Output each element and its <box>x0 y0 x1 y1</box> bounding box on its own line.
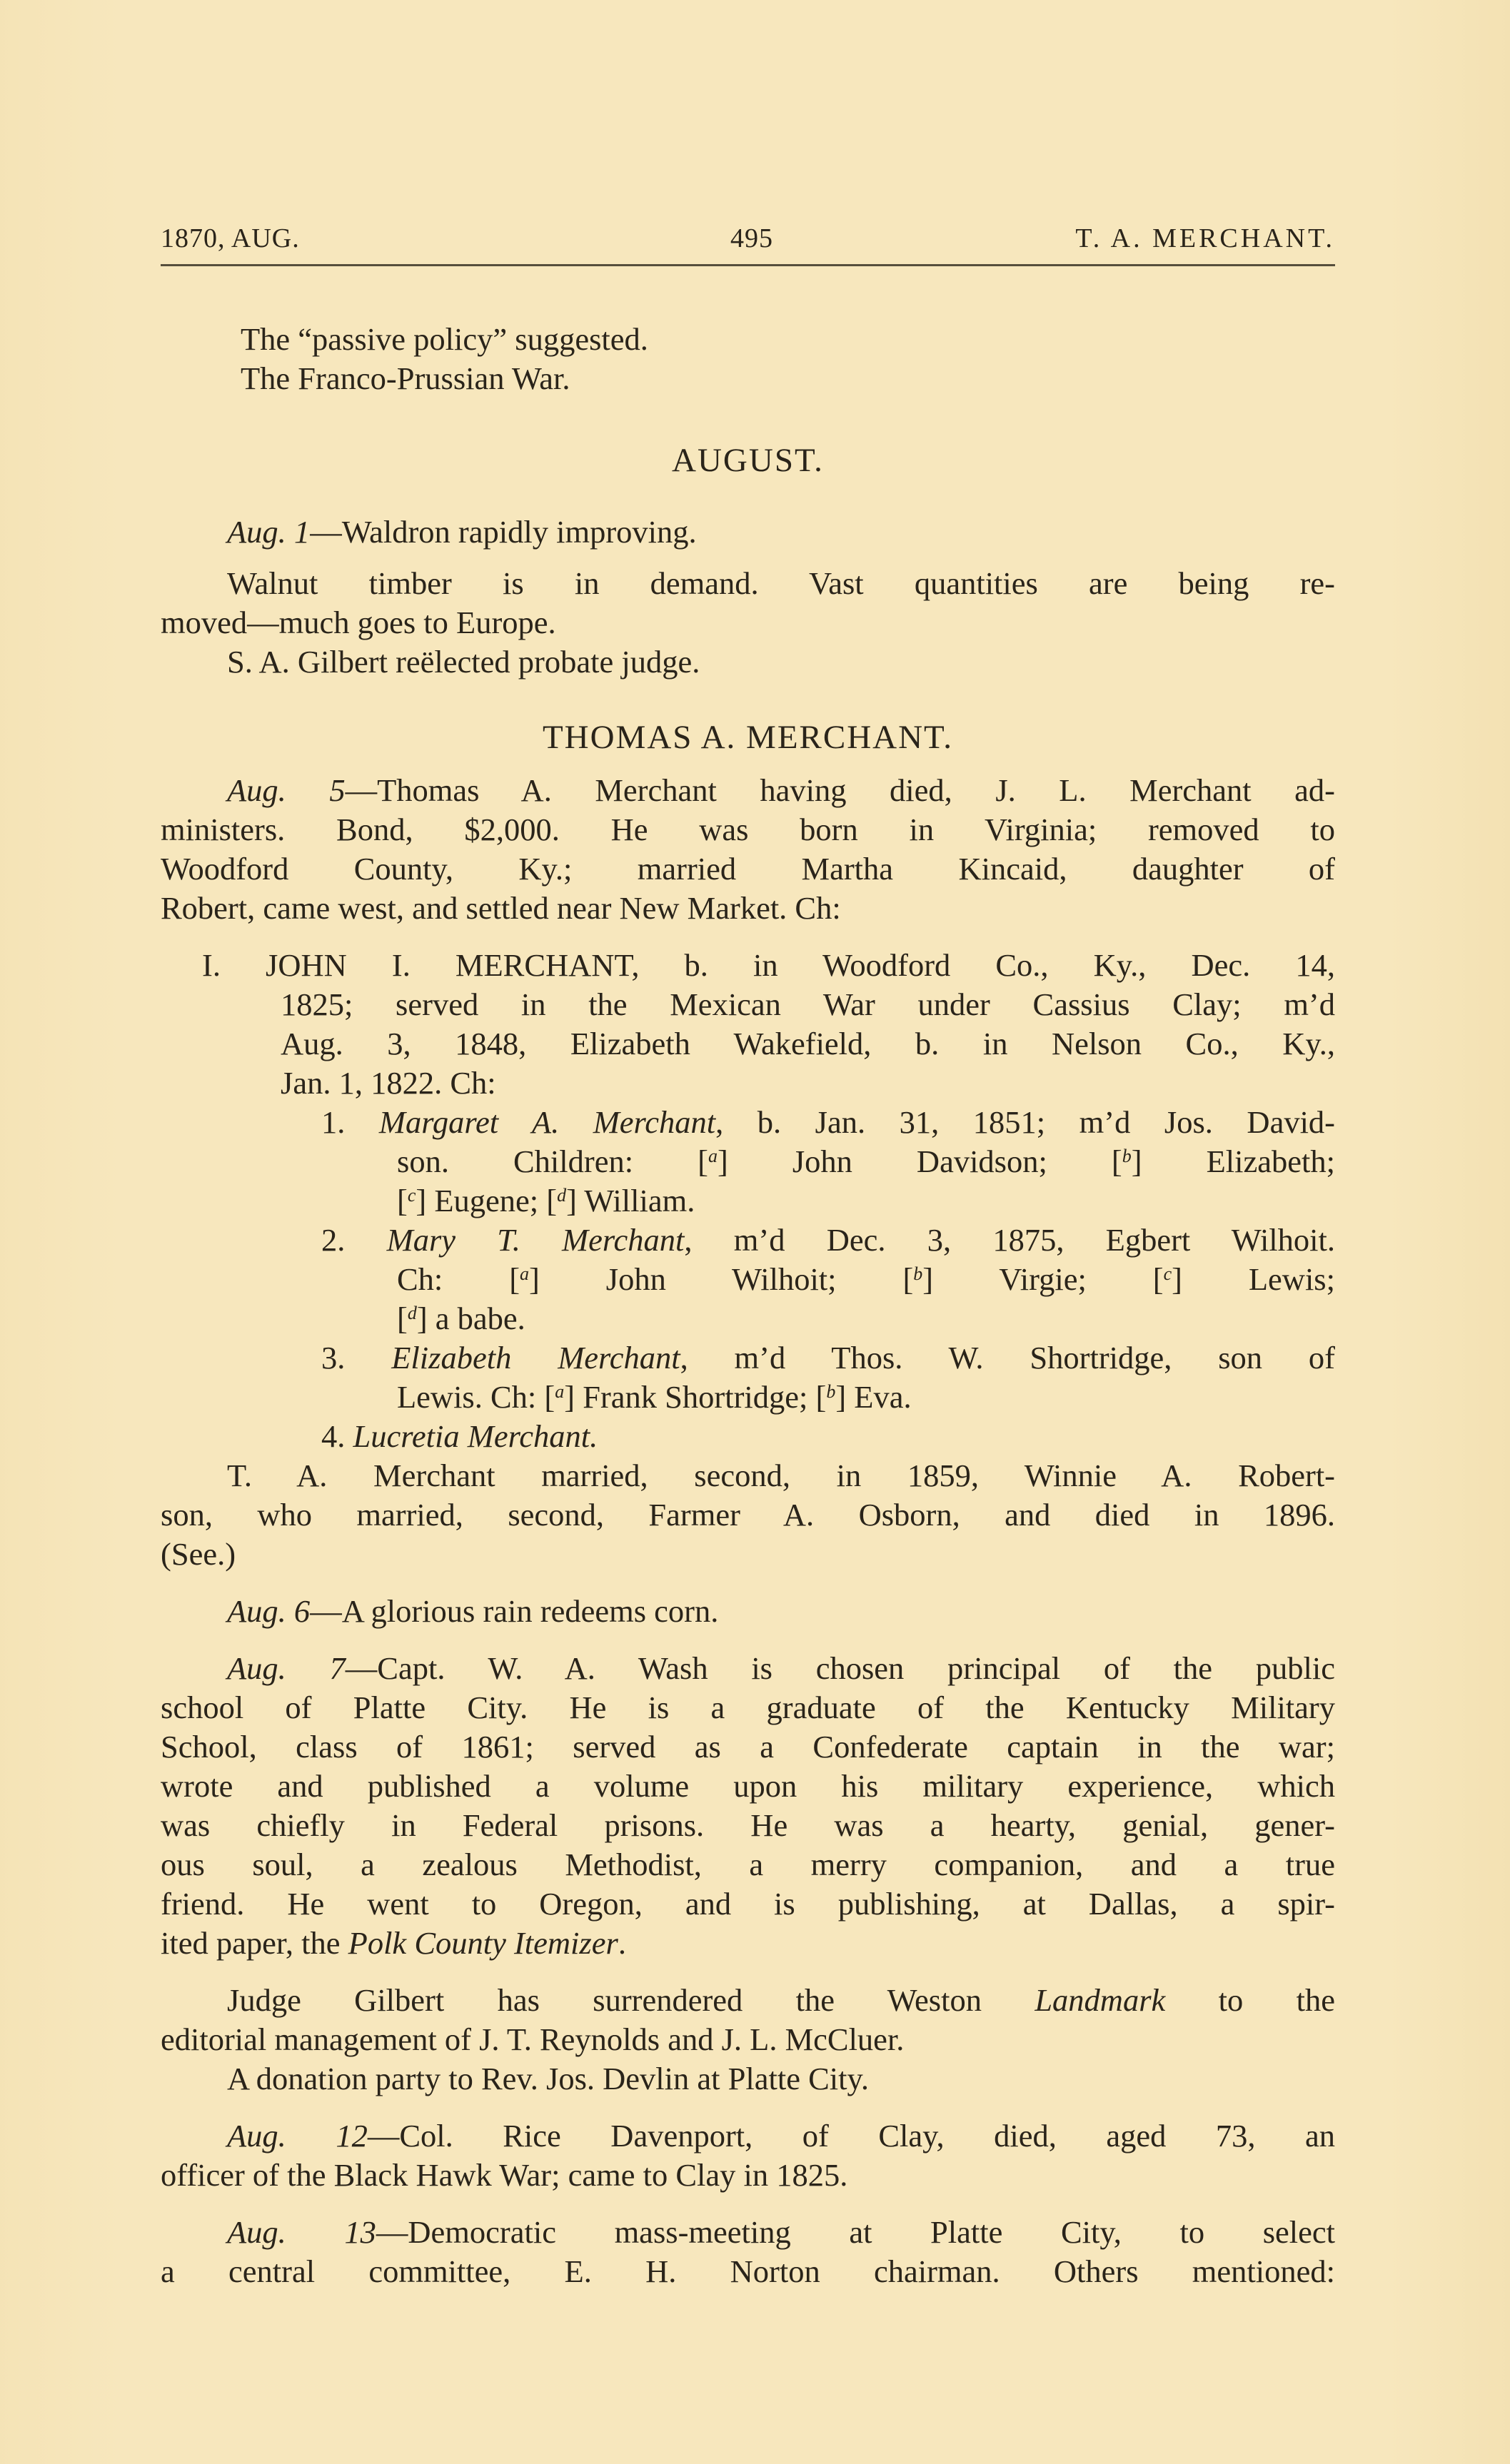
text-line: Judge Gilbert has surrendered the Weston Landmark to the <box>227 1982 1335 2018</box>
text-line: school of Platte City. He is a graduate of the Kentucky Military <box>161 1690 1335 1725</box>
entry-text: —Waldron rapidly improving. <box>310 514 697 550</box>
page-number: 495 <box>730 223 773 253</box>
text-line: ministers. Bond, $2,000. He was born in Virginia; removed to <box>161 812 1335 847</box>
text-line: Robert, came west, and settled near New Market. Ch: <box>161 890 841 926</box>
header-rule <box>161 264 1335 266</box>
text-line: (See.) <box>161 1536 236 1572</box>
running-head-date: 1870, AUG. <box>161 223 300 253</box>
child-name: Lucretia Merchant. <box>353 1418 598 1454</box>
entry-text: —A glorious rain redeems corn. <box>310 1593 719 1629</box>
entry-aug-6 <box>227 1592 718 1631</box>
running-head-subject: T. A. MERCHANT. <box>1075 223 1335 253</box>
text-line: ous soul, a zealous Methodist, a merry companion, and a true <box>161 1847 1335 1882</box>
entry-text: —Capt. W. A. Wash is chosen principal of the public <box>345 1650 1335 1686</box>
entry-date: Aug. 1 <box>227 514 311 550</box>
entry-aug-12 <box>227 2116 1335 2156</box>
text-line: son. Children: [$^a$] John Davidson; [$^b$] Elizabeth; <box>397 1143 1335 1179</box>
section-heading-august: AUGUST. <box>672 442 824 479</box>
text-line: The Franco-Prussian War. <box>241 360 570 396</box>
entry-text: —Thomas A. Merchant having died, J. L. Merchant ad- <box>345 772 1336 808</box>
text-line: T. A. Merchant married, second, in 1859, Winnie A. Robert- <box>227 1458 1335 1493</box>
entry-date: Aug. 6 <box>227 1593 311 1629</box>
text-line: S. A. Gilbert reëlected probate judge. <box>227 644 700 680</box>
text-line: moved—much goes to Europe. <box>161 605 556 640</box>
newspaper-title: Landmark <box>1035 1982 1166 2018</box>
entry-aug-1 <box>227 513 697 552</box>
child-1: 1. Margaret A. Merchant, b. Jan. 31, 1851; m’d Jos. David- <box>321 1104 1335 1140</box>
text-line: son, who married, second, Farmer A. Osborn, and died in 1896. <box>161 1497 1335 1533</box>
entry-aug-5 <box>227 771 1335 810</box>
text-line: Aug. 3, 1848, Elizabeth Wakefield, b. in Nelson Co., Ky., <box>281 1026 1335 1061</box>
genealogy-entry-I: I. JOHN I. MERCHANT, b. in Woodford Co., Ky., Dec. 14, <box>202 947 1335 983</box>
text-line: The “passive policy” suggested. <box>241 321 648 357</box>
child-name: Mary T. Merchant <box>386 1222 685 1258</box>
child-3: 3. Elizabeth Merchant, m’d Thos. W. Shortridge, son of <box>321 1340 1335 1375</box>
text-line: A donation party to Rev. Jos. Devlin at Platte City. <box>227 2061 869 2096</box>
entry-aug-13 <box>227 2213 1335 2252</box>
text-line: School, class of 1861; served as a Confederate captain in the war; <box>161 1729 1335 1764</box>
text-line: Ch: [$^a$] John Wilhoit; [$^b$] Virgie; [$^c$] Lewis; <box>397 1261 1335 1297</box>
text-line: officer of the Black Hawk War; came to Clay in 1825. <box>161 2157 848 2193</box>
newspaper-title: Polk County Itemizer <box>348 1925 618 1961</box>
child-name: Margaret A. Merchant <box>378 1104 716 1140</box>
running-head <box>161 223 1335 258</box>
child-name: Elizabeth Merchant <box>391 1340 680 1375</box>
text-line: a central committee, E. H. Norton chairman. Others mentioned: <box>161 2253 1335 2289</box>
text-line: friend. He went to Oregon, and is publishing, at Dallas, a spir- <box>161 1886 1335 1922</box>
entry-date: Aug. 7 <box>227 1650 346 1686</box>
text-line: Lewis. Ch: [$^a$] Frank Shortridge; [$^b$] Eva. <box>397 1379 912 1415</box>
child-4: 4. Lucretia Merchant. <box>321 1418 598 1454</box>
entry-text: —Democratic mass-meeting at Platte City, to select <box>376 2214 1335 2250</box>
text-line: Walnut timber is in demand. Vast quantities are being re- <box>227 565 1335 601</box>
text-line: Jan. 1, 1822. Ch: <box>281 1065 496 1101</box>
entry-date: Aug. 13 <box>227 2214 376 2250</box>
entry-aug-7 <box>227 1649 1335 1688</box>
text-line: wrote and published a volume upon his military experience, which <box>161 1768 1335 1804</box>
entry-date: Aug. 5 <box>227 772 346 808</box>
text-line: Woodford County, Ky.; married Martha Kincaid, daughter of <box>161 851 1335 887</box>
text-line: was chiefly in Federal prisons. He was a hearty, genial, gener- <box>161 1807 1335 1843</box>
entry-date: Aug. 12 <box>227 2118 368 2154</box>
text-line: [$^c$] Eugene; [$^d$] William. <box>397 1183 695 1218</box>
child-2: 2. Mary T. Merchant, m’d Dec. 3, 1875, Egbert Wilhoit. <box>321 1222 1336 1258</box>
entry-text: —Col. Rice Davenport, of Clay, died, aged 73, an <box>367 2118 1336 2154</box>
text-line: 1825; served in the Mexican War under Cassius Clay; m’d <box>281 986 1335 1022</box>
text-line: [$^d$] a babe. <box>397 1301 525 1336</box>
text-line: editorial management of J. T. Reynolds and J. L. McCluer. <box>161 2021 905 2057</box>
text-line: ited paper, the Polk County Itemizer. <box>161 1925 626 1961</box>
section-heading-merchant: THOMAS A. MERCHANT. <box>542 719 954 756</box>
